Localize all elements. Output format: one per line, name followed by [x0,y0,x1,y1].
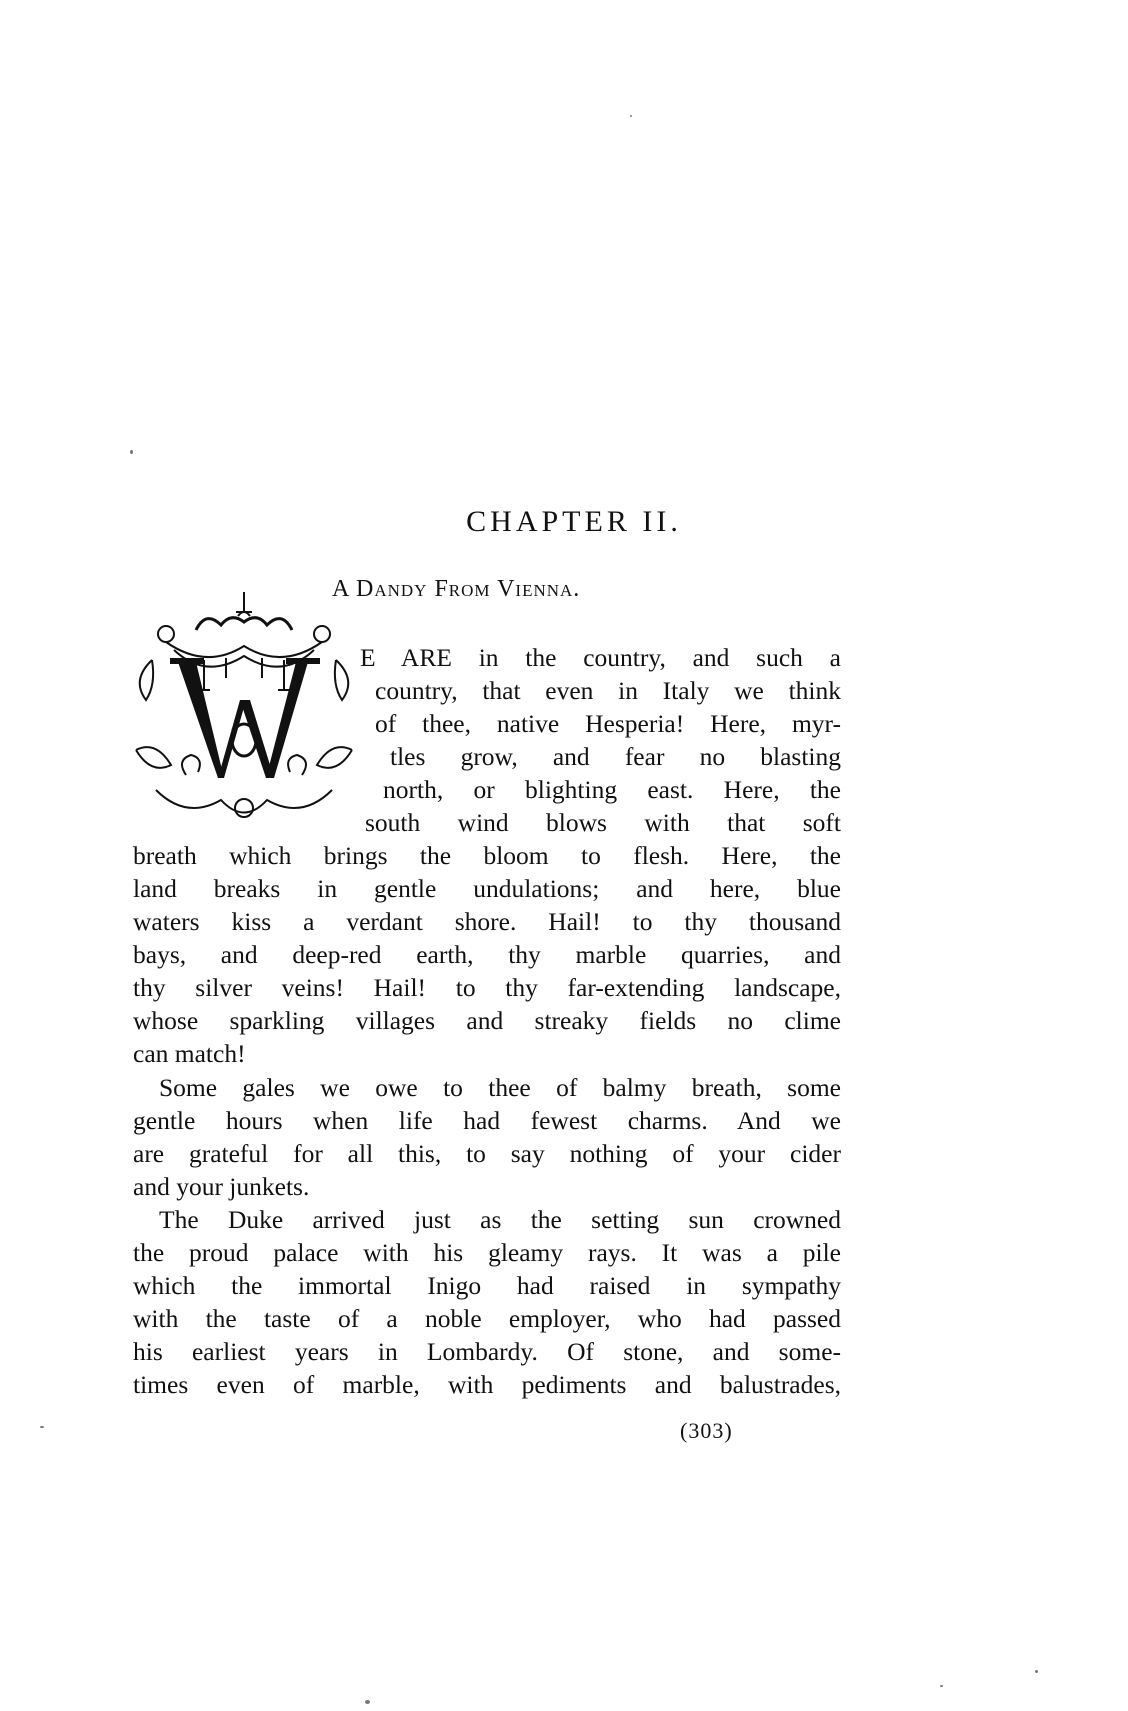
text-line: land breaks in gentle undulations; and here, blue [133,874,841,903]
lead-line: tles grow, and fear no blasting [390,742,841,771]
scan-speck [940,1685,943,1687]
text-line: breath which brings the bloom to flesh. Here, the [133,841,841,870]
lead-line: country, that even in Italy we think [375,676,841,705]
text-line: the proud palace with his gleamy rays. It was a pile [133,1238,841,1267]
scan-speck [630,115,632,117]
ornamental-initial-w [126,590,366,830]
text-line: Some gales we owe to thee of balmy breath, some [159,1073,841,1102]
text-line: are grateful for all this, to say nothing of your cider [133,1139,841,1168]
page-number: (303) [680,1418,733,1443]
text-line: and your junkets. [133,1172,310,1201]
text-line: times even of marble, with pediments and balustrades, [133,1370,841,1399]
text-line: gentle hours when life had fewest charms. And we [133,1106,841,1135]
section-title: A Dandy From Vienna. [332,576,581,602]
text-line: can match! [133,1039,246,1068]
text-line: with the taste of a noble employer, who had passed [133,1304,841,1333]
text-line: The Duke arrived just as the setting sun crowned [159,1205,841,1234]
text-line: waters kiss a verdant shore. Hail! to thy thousand [133,907,841,936]
scan-speck [365,1700,370,1704]
scan-speck [130,450,133,454]
lead-line: north, or blighting east. Here, the [383,775,841,804]
text-line: thy silver veins! Hail! to thy far-extending landscape, [133,973,841,1002]
scan-speck [40,1426,44,1428]
text-line: bays, and deep-red earth, thy marble quarries, and [133,940,841,969]
text-line: his earliest years in Lombardy. Of stone, and some- [133,1337,841,1366]
text-line: whose sparkling villages and streaky fields no clime [133,1006,841,1035]
lead-line: south wind blows with that soft [365,808,841,837]
lead-line: E ARE in the country, and such a [360,643,841,672]
lead-line: of thee, native Hesperia! Here, myr- [375,709,841,738]
scan-speck [1035,1670,1038,1673]
text-line: which the immortal Inigo had raised in sympathy [133,1271,841,1300]
chapter-title: CHAPTER II. [466,505,682,538]
